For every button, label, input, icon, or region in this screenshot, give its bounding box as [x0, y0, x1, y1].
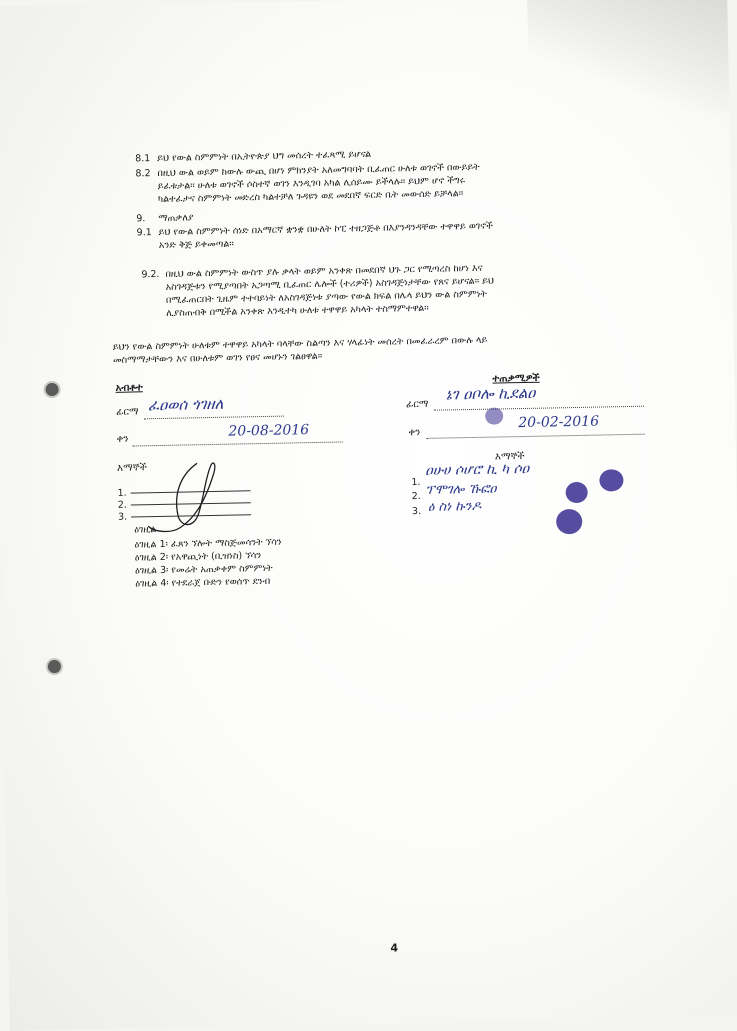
- left-date-label: ቀን: [116, 433, 129, 445]
- page-number: 4: [390, 941, 399, 955]
- clause-9-2-line-4: ሊያስጠብቅ በሚችል አንቀጽ እንዲተካ ሁለቱ ተዋዋይ አካላት ተስማምተዋል፡፡: [166, 302, 429, 319]
- right-date: 20-02-2016: [518, 413, 600, 432]
- ink-stamp-3: [556, 509, 582, 534]
- right-witness-3: 3.: [411, 505, 422, 518]
- right-date-label: ቀን: [408, 426, 421, 439]
- ink-stamp-1: [599, 469, 623, 491]
- right-sign-line: [434, 405, 644, 411]
- left-date: 20-08-2016: [228, 422, 310, 440]
- clause-9-2: 9.2. በዚህ ውል ስምምነት ውስጥ ያሉ ቃላት ወይም አንቀጽ በመደበኛ ህጉ ጋር የሚጣረስ ከሆነ እና: [141, 262, 483, 281]
- right-signature: ኔገ ዐቦሎ ኪደልዐ: [445, 383, 536, 404]
- annex-item-4: ዕገዚል 4፡ የተደራጀ ቡድን የወሰጥ ደንብ: [135, 575, 271, 590]
- left-witness-2: 2.: [118, 497, 251, 511]
- right-date-line: [427, 433, 645, 439]
- annex-heading: ዕገዚል: [134, 524, 157, 536]
- punch-hole-bottom: [46, 658, 63, 675]
- clause-8-2-line-3: ካልተፈታና ስምምነት መድረስ ካልተቻለ ጉዳዩን ወደ መደበኛ ፍርድ ቤት መውሰድ ይቻላል፡፡: [157, 188, 464, 205]
- right-witness-signature-1: ዐሁሀ ሶሆሮ ኪ ካ ሶዐ: [425, 460, 530, 479]
- left-witnesses-heading: እማኞች: [117, 462, 147, 474]
- right-witness-2: 2.: [411, 490, 421, 503]
- left-party-heading: አብቶተ: [115, 382, 143, 394]
- left-sign-line: [144, 415, 284, 420]
- right-party-heading: ተጠቃሚዎች: [492, 372, 540, 385]
- left-sign-label: ፊርማ: [115, 406, 139, 418]
- annex-item-2: ዕገዚል 2፡ የአዋጪነት (ቢዝነስ) ኘሳን: [134, 550, 262, 564]
- clause-9-heading: 9. ማጠቃለያ: [136, 212, 194, 225]
- punch-hole-top: [43, 381, 60, 398]
- clause-9-2-line-2: አስገዳጅቱን የሚያጣበት አጋጣሚ ቢፈጠር ሌሎች (ተሪዎች) አስገዳጅነታቸው የጸና ይሆናል፡፡ ይህ: [165, 275, 495, 293]
- right-witness-1: 1.: [411, 476, 421, 489]
- left-witness-3: 3.: [118, 509, 251, 523]
- closing-line-1: ይህን የውል ስምምነት ሁለቱም ተዋዋይ አካላት ባላቸው ስልጣን እና ሃላፊነት መሰረት በመፈራረም በውሉ ላይ: [112, 334, 488, 353]
- clause-9-1-line-2: አንድ ቅጅ ይቀመጣል፡፡: [158, 238, 234, 251]
- right-witness-signature-2: ፕሞገሎ ኹፎዐ: [425, 481, 497, 498]
- clause-9-1: 9.1 ይህ የውል ስምምነት ሰነድ በአማርኛ ቋንቋ በሁለት ኮፒ ተዘጋጅቶ በእያንዳንዳቸው ተዋዋይ ወገኖች: [136, 220, 493, 239]
- right-sign-label: ፊርማ: [405, 398, 429, 411]
- page-shadow: [527, 0, 729, 117]
- annex-item-1: ዕገዚል 1፡ ፈጸን ኘሎት ማስጅመሳንት ኘሳን: [134, 536, 282, 551]
- ink-stamp-date: [485, 407, 503, 424]
- clause-9-2-line-3: በሚፈጠርበት ጊዜም ተተባይነት ለአስገዳጅነቱ ያጣው የውል ክፍል በሌላ ይህን ውል ስምምነት: [165, 288, 487, 306]
- clause-8-2: 8.2 በዚህ ውል ወይም ከውሉ ውጪ በሆነ ምክንያት አለመግባባት ቢፈጠር ሁለቱ ወገኖች በውይይት: [135, 161, 480, 180]
- ink-stamp-2: [565, 482, 587, 503]
- closing-line-2: መስማማታቸውን እና በሁለቱም ወገን የፀና መሆኑን ገልፀዋል፡፡: [112, 350, 323, 366]
- left-witness-1: 1.: [117, 485, 250, 499]
- left-signature: ፈዐወሰ ጎገዘለ: [147, 394, 224, 415]
- clause-8-2-line-2: ይፈቱታል፡፡ ሁለቱ ወገኖች ሶስተኛ ወገን እንዲገባ አካል ሊሰይሙ ይችላሉ፡፡ ይህም ሆኖ ችግሩ: [157, 175, 466, 192]
- right-witness-signature-3: ዕ ስነ ኩንዶ: [427, 498, 482, 515]
- right-witnesses-heading: እማኞች: [494, 450, 525, 463]
- clause-8-1: 8.1 ይህ የውል ስምምነት በኢትዮጵያ ህግ መሰረት ተፈጻሚ ይሆናል: [135, 148, 372, 165]
- left-date-line: [133, 440, 343, 446]
- annex-item-3: ዕገዚል 3፡ የመሬት አጠቃቀም ስምምነት: [134, 562, 273, 577]
